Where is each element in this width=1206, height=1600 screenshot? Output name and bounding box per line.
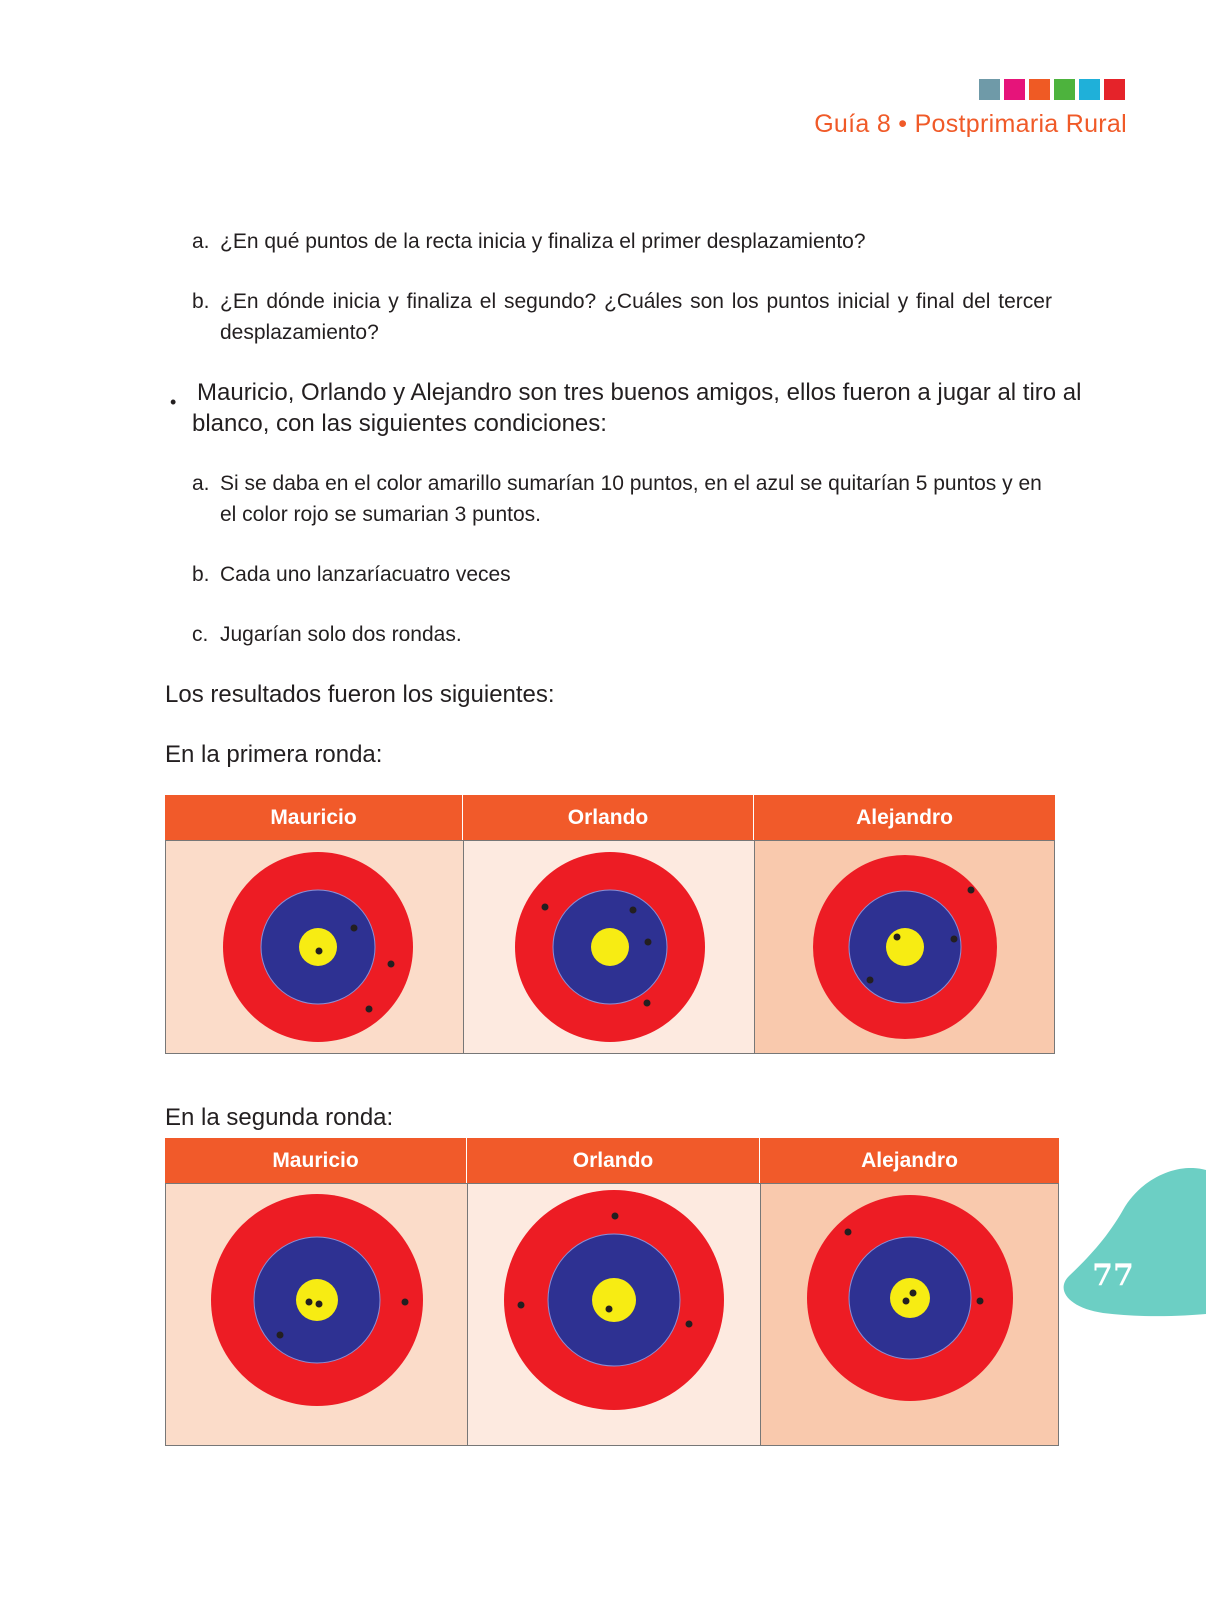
- round2-title: En la segunda ronda:: [165, 1104, 394, 1131]
- hit-dot: [644, 1000, 651, 1007]
- hit-dot: [910, 1290, 917, 1297]
- hit-dot: [518, 1302, 525, 1309]
- target-icon: [166, 1184, 467, 1445]
- condition-b-label: b.: [192, 563, 210, 586]
- target-icon: [761, 1184, 1058, 1445]
- condition-a-label: a.: [192, 472, 210, 495]
- page-number: 77: [1092, 1258, 1134, 1293]
- target-icon: [755, 841, 1054, 1053]
- round1-cell-orlando: [463, 840, 755, 1054]
- bullet-line2: blanco, con las siguientes condiciones:: [192, 410, 607, 437]
- hit-dot: [351, 925, 358, 932]
- color-squares-decoration: [979, 79, 1125, 100]
- hit-dot: [316, 1301, 323, 1308]
- page-number-tab: [1063, 1168, 1206, 1318]
- question-b-label: b.: [192, 290, 210, 313]
- hit-dot: [277, 1332, 284, 1339]
- hit-dot: [686, 1321, 693, 1328]
- round1-cell-mauricio: [165, 840, 464, 1054]
- hit-dot: [316, 948, 323, 955]
- guide-title: Guía 8 • Postprimaria Rural: [814, 110, 1127, 138]
- round1-header-alejandro: Alejandro: [754, 795, 1055, 840]
- hit-dot: [968, 887, 975, 894]
- hit-dot: [402, 1299, 409, 1306]
- round1-header-orlando: Orlando: [463, 795, 754, 840]
- condition-b-text: Cada uno lanzaríacuatro veces: [220, 563, 511, 586]
- question-a-text: ¿En qué puntos de la recta inicia y finaliza el primer desplazamiento?: [220, 230, 866, 253]
- hit-dot: [977, 1298, 984, 1305]
- condition-c-text: Jugarían solo dos rondas.: [220, 623, 462, 646]
- round2-table: [165, 1138, 1059, 1446]
- round2-header-alejandro: Alejandro: [760, 1138, 1059, 1183]
- target-icon: [166, 841, 463, 1053]
- hit-dot: [894, 934, 901, 941]
- condition-a-line1: Si se daba en el color amarillo sumarían 10 puntos, en el azul se quitarían 5 puntos y en: [220, 472, 1042, 495]
- hit-dot: [306, 1299, 313, 1306]
- hit-dot: [630, 907, 637, 914]
- question-a-label: a.: [192, 230, 210, 253]
- color-square: [979, 79, 1000, 100]
- bullet-symbol: •: [170, 392, 177, 412]
- round2-header-mauricio: Mauricio: [165, 1138, 467, 1183]
- condition-a-line2: el color rojo se sumarian 3 puntos.: [220, 503, 541, 526]
- hit-dot: [542, 904, 549, 911]
- color-square: [1004, 79, 1025, 100]
- round1-cell-alejandro: [754, 840, 1055, 1054]
- round1-header-mauricio: Mauricio: [165, 795, 463, 840]
- hit-dot: [366, 1006, 373, 1013]
- round2-cell-mauricio: [165, 1183, 468, 1446]
- condition-c-label: c.: [192, 623, 209, 646]
- hit-dot: [903, 1298, 910, 1305]
- results-intro: Los resultados fueron los siguientes:: [165, 681, 555, 708]
- condition-a: [192, 468, 1062, 530]
- hit-dot: [606, 1306, 613, 1313]
- color-square: [1029, 79, 1050, 100]
- question-b: [192, 286, 1062, 348]
- bullet-line1: Mauricio, Orlando y Alejandro son tres buenos amigos, ellos fueron a jugar al tiro al: [197, 379, 1082, 406]
- hit-dot: [612, 1213, 619, 1220]
- round1-title: En la primera ronda:: [165, 741, 383, 768]
- question-b-text-line2: desplazamiento?: [220, 321, 379, 344]
- color-square: [1104, 79, 1125, 100]
- hit-dot: [845, 1229, 852, 1236]
- target-icon: [468, 1184, 760, 1445]
- hit-dot: [867, 977, 874, 984]
- target-icon: [464, 841, 754, 1053]
- question-b-text-line1: ¿En dónde inicia y finaliza el segundo? ¿Cuáles son los puntos inicial y final del tercer: [220, 290, 1052, 313]
- hit-dot: [951, 936, 958, 943]
- round2-cell-alejandro: [760, 1183, 1059, 1446]
- round2-cell-orlando: [467, 1183, 761, 1446]
- color-square: [1079, 79, 1100, 100]
- color-square: [1054, 79, 1075, 100]
- round1-table: [165, 795, 1055, 1054]
- round2-header-orlando: Orlando: [467, 1138, 760, 1183]
- hit-dot: [645, 939, 652, 946]
- hit-dot: [388, 961, 395, 968]
